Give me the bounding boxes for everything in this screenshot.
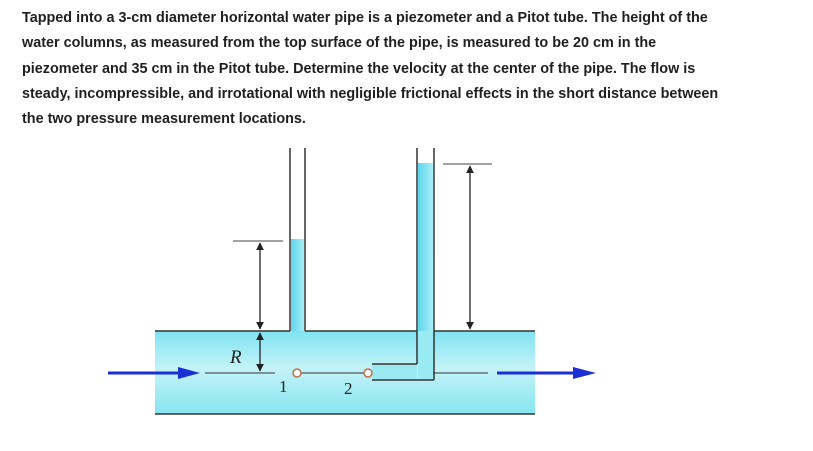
piezometer-height-dimension: [233, 241, 283, 329]
problem-line: piezometer and 35 cm in the Pitot tube. Determine the velocity at the center of the pipe. The flow is: [22, 60, 696, 77]
piezometer-tube: [290, 148, 305, 331]
radius-label: R: [230, 347, 242, 368]
pitot-height-dimension: [443, 164, 492, 329]
piezometer-water-column: [291, 239, 304, 331]
problem-line: steady, incompressible, and irrotational with negligible frictional effects in the short distance between: [22, 85, 719, 102]
point-2-label: 2: [344, 379, 353, 398]
point-2-marker: [364, 369, 372, 377]
point-1-marker: [293, 369, 301, 377]
pitot-water-column: [418, 163, 433, 331]
problem-line: water columns, as measured from the top surface of the pipe, is measured to be 20 cm in the: [22, 35, 657, 52]
point-1-label: 1: [279, 377, 288, 396]
problem-line: the two pressure measurement locations.: [22, 111, 306, 128]
problem-line: Tapped into a 3-cm diameter horizontal water pipe is a piezometer and a Pitot tube. The height of the: [22, 10, 708, 26]
